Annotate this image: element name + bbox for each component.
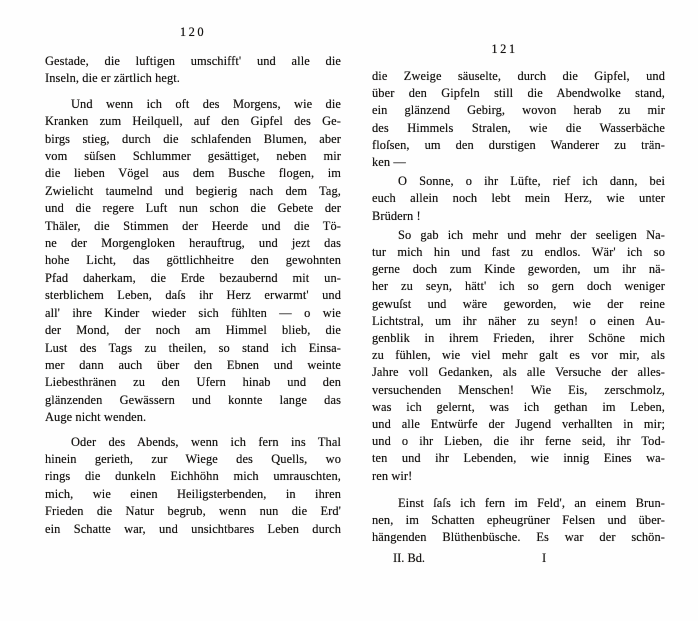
text-line: Lichtstral, um ihr näher zu seyn! o einen Au- (372, 313, 665, 328)
page-number-right: 121 (491, 42, 518, 56)
signature-mark: I (542, 551, 547, 566)
text-line: die lieben Vögel aus dem Busche flogen, im (45, 166, 341, 181)
text-line: ren wir! (372, 468, 413, 483)
right-paragraph-continuation (372, 68, 665, 171)
text-line: O Sonne, o ihr Lüfte, rief ich dann, bei (398, 174, 665, 189)
page-120 (45, 26, 341, 538)
text-line: ein Schatte war, und unsichtbares Leben durch (45, 521, 341, 536)
text-line: sterblichem Leben, daſs ihr Herz erwarmt' und (45, 288, 341, 303)
page-121 (372, 43, 665, 568)
text-line: Einst ſaſs ich fern im Feld', an einem Brun- (398, 495, 665, 510)
text-line: der Mond, der noch am Himmel blieb, die (45, 323, 341, 338)
text-line: Frieden die Natur begrub, wenn nun die Erd' (45, 504, 341, 519)
text-line: Oder des Abends, wenn ich fern ins Thal (71, 434, 341, 449)
text-line: über den Gipfeln still die Abendwolke stand, (372, 86, 665, 101)
text-line: So gab ich mehr und mehr der seeligen Na- (398, 227, 665, 242)
text-line: ne der Morgengloken herauftrug, und jezt das (45, 236, 341, 251)
text-line: tur mich hin und fast zu endlos. Wär' ich so (372, 245, 665, 260)
right-paragraph-so-gab-ich (372, 227, 665, 485)
text-line: euch allein noch lebt mein Herz, wie unter (372, 191, 665, 206)
text-line: Inseln, die er zärtlich hegt. (45, 71, 181, 86)
text-line: Gestade, die luftigen umschifft' und alle die (45, 54, 341, 68)
text-line: Brüdern ! (372, 208, 421, 223)
volume-label: II. Bd. (393, 551, 426, 566)
left-paragraph-morning (45, 96, 341, 427)
text-line: birgs stieg, durch die schlafenden Blumen, aber (45, 131, 341, 146)
text-line: hängenden Blüthenbüsche. Es war der schön- (372, 530, 665, 545)
text-line: Und wenn ich oft des Morgens, wie die (71, 96, 341, 111)
text-line: nen, im Schatten epheugrüner Felsen und über- (372, 513, 665, 528)
text-line: ten und ihr Lebenden, wie innig Eines wa- (372, 451, 665, 466)
text-line: ein glänzend Gebirg, wovon herab zu mir (372, 103, 665, 118)
right-paragraph-o-sonne (372, 173, 665, 225)
left-paragraph-continuation (45, 53, 341, 88)
text-line: zu fühlen, wie viel mehr galt es vor mir, als (372, 348, 665, 363)
text-line: ken — (372, 155, 406, 170)
right-paragraph-einst (372, 495, 665, 547)
text-line: Kranken zum Heilquell, auf den Gipfel des Ge- (45, 114, 341, 129)
text-line: rings die dunkeln Eichhöhn mich umrauschten, (45, 469, 341, 484)
text-line: und die regere Luft nun schon die Gebete der (45, 201, 341, 216)
page-footer (372, 550, 665, 568)
text-line: die Zweige säuselte, durch die Gipfel, und (372, 69, 665, 83)
text-line: gerne doch zum Kinde geworden, um ihr nä- (372, 262, 665, 277)
left-paragraph-evening (45, 434, 341, 538)
text-line: mich, wie einen Heiligsterbenden, in ihren (45, 486, 341, 501)
text-line: glänzenden Gewässern und konnte lange das (45, 392, 341, 407)
text-line: hohe Licht, das göttlichheitre den gewohnten (45, 253, 341, 268)
text-line: versuchenden Menschen! Wie Eis, zerschmolz, (372, 382, 665, 397)
page-number-left: 120 (179, 25, 207, 39)
text-line: Pfad daherkam, die Erde bezaubernd mit un- (45, 270, 341, 285)
text-line: Jahre voll Gedanken, als alle Versuche der alles- (372, 365, 665, 380)
text-line: her zu seyn, hätt' ich so gern doch weniger (372, 279, 665, 294)
text-line: gewuſst und wäre geworden, wie der reine (372, 296, 665, 311)
text-line: und o ihr Lieben, die ihr ferne seid, ihr Tod- (372, 434, 665, 449)
text-line: Thäler, die Stimmen der Heerde und die Tö- (45, 218, 341, 233)
text-line: floſsen, um den durstigen Wanderer zu trän- (372, 137, 665, 152)
text-line: mer dann auch über den Ebnen und weinte (45, 357, 341, 372)
text-line: vom süſsen Schlummer gesättiget, neben mir (45, 149, 341, 164)
text-line: und alle Entwürfe der Jugend verhallten in mir; (372, 417, 665, 432)
text-line: Lust des Tags zu theilen, so stand ich Einsa- (45, 340, 341, 355)
text-line: des Himmels Stralen, wie die Wasserbäche (372, 120, 665, 135)
text-line: was ich gelernt, was ich gethan im Leben, (372, 399, 665, 414)
text-line: genblik in ihrem Frieden, ihrer Schöne mich (372, 331, 665, 346)
text-line: Liebesthränen zu den Ufern hinab und den (45, 375, 341, 390)
text-line: Auge nicht wenden. (45, 410, 147, 425)
text-line: all' ihre Kinder wieder sich fühlten — o wie (45, 305, 341, 320)
text-line: hinein gerieth, zur Wiege des Quells, wo (45, 451, 341, 466)
text-line: Zwielicht taumelnd und begierig nach dem Tag, (45, 183, 341, 198)
